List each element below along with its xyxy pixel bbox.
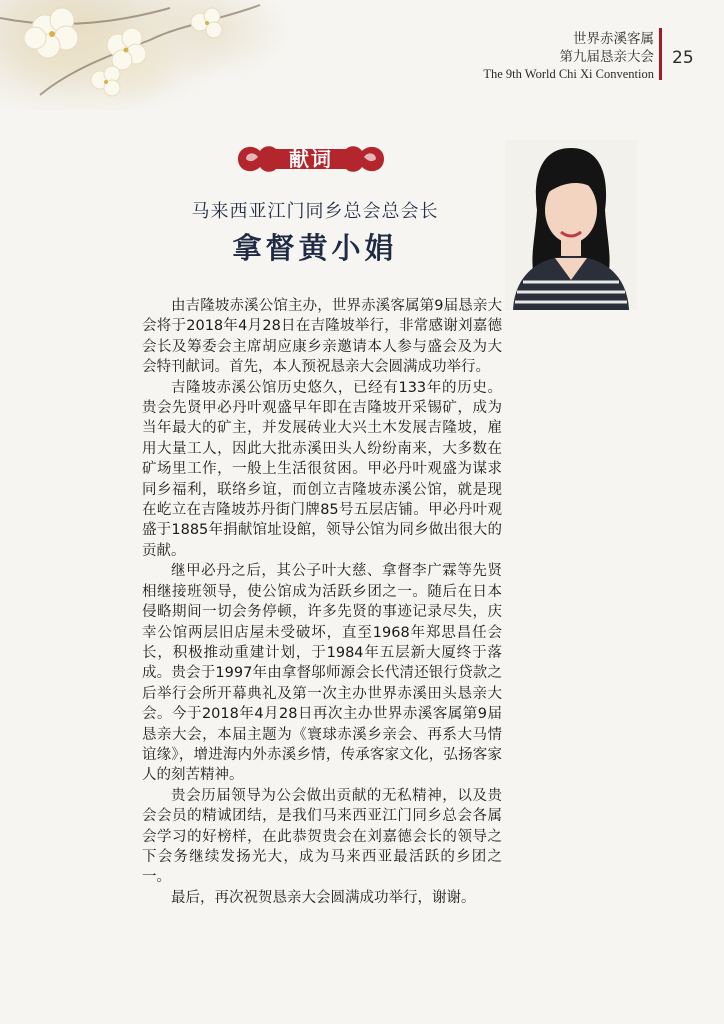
blossom-decoration xyxy=(0,0,330,110)
dedication-banner xyxy=(232,139,390,179)
paragraph-1: 由吉隆坡赤溪公馆主办，世界赤溪客属第9届恳亲大会将于2018年4月28日在吉隆坡举行，非常感谢刘嘉德会长及筹委会主席胡应康乡亲邀请本人参与盛会及为大会特刊献词。首先，本人预祝恳亲大会圆满成功举行。 xyxy=(142,298,502,376)
dedication-text xyxy=(142,296,502,908)
page-number: 25 xyxy=(672,48,694,68)
author-name: 拿督黄小娟 xyxy=(232,231,398,265)
author-portrait xyxy=(505,140,637,310)
header-english: The 9th World Chi Xi Convention xyxy=(483,67,654,81)
author-position: 马来西亚江门同乡总会总会长 xyxy=(191,201,439,222)
paragraph-2: 吉隆坡赤溪公馆历史悠久，已经有133年的历史。贵会先贤甲必丹叶观盛早年即在吉隆坡开采锡矿，成为当年最大的矿主，并发展砖业大兴土木发展吉隆坡，雇用大量工人，因此大批赤溪田头人纷纷南来，大多数在矿场里工作，一般上生活很贫困。甲必丹叶观盛为谋求同乡福利，联络乡谊，而创立吉隆坡赤溪公馆，就是现在屹立在吉隆坡苏丹街门牌85号五层店铺。甲必丹叶观盛于1885年捐献馆址设館，领导公馆为同乡做出很大的贡献。 xyxy=(142,379,502,559)
header-line-2: 第九届恳亲大会 xyxy=(559,49,654,65)
paragraph-4: 贵会历届领导为公会做出贡献的无私精神，以及贵会会员的精诚团结，是我们马来西亚江门同乡总会各属会学习的好榜样，在此恭贺贵会在刘嘉德会长的领导之下会务继续发扬光大，成为马来西亚最活跃的乡团之一。 xyxy=(142,787,502,886)
paragraph-3: 继甲必丹之后，其公子叶大慈、拿督李广霖等先贤相继接班领导，使公馆成为活跃乡团之一。随后在日本侵略期间一切会务停顿，许多先贤的事迹记录尽失，庆幸公馆两层旧店屋未受破坏，直至1968年郑思昌任会长，积极推动重建计划，于1984年五层新大厦终于落成。贵会于1997年由拿督邬师源会长代清还银行贷款之后举行会所开幕典礼及第一次主办世界赤溪田头恳亲大会。今于2018年4月28日再次主办世界赤溪客属第9届恳亲大会，本届主题为《寰球赤溪乡亲会、再系大马情谊缘》，增进海内外赤溪乡情，传承客家文化，弘扬客家人的刻苦精神。 xyxy=(142,563,502,784)
banner-label: 献词 xyxy=(289,147,333,171)
convention-header xyxy=(483,30,654,82)
header-line-1: 世界赤溪客属 xyxy=(573,31,654,47)
paragraph-5: 最后，再次祝贺恳亲大会圆满成功举行，谢谢。 xyxy=(171,889,476,906)
header-divider xyxy=(659,28,662,80)
